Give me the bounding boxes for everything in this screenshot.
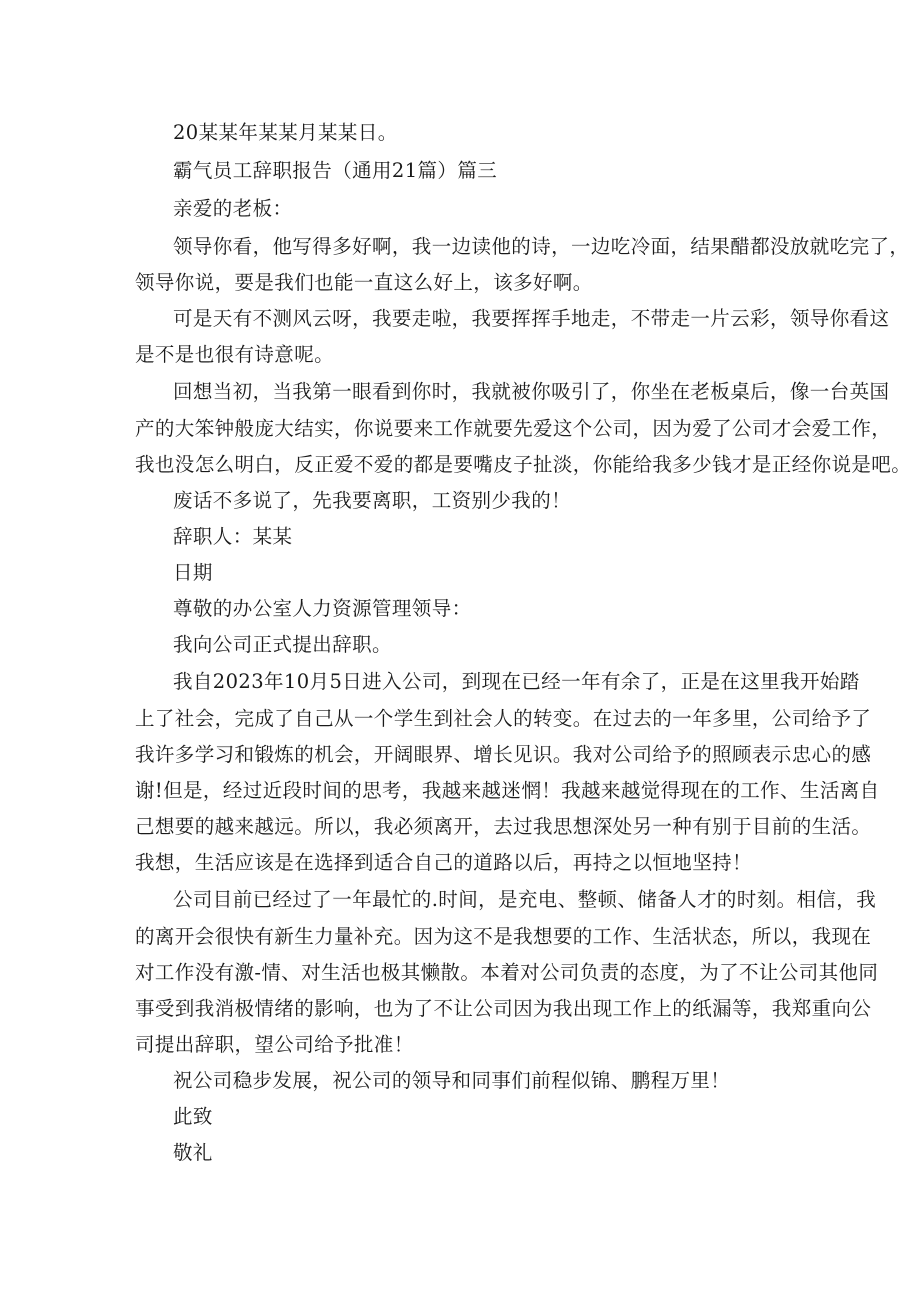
letter2-closing: 敬礼: [173, 1141, 213, 1164]
letter1-paragraph-line: 回想当初，当我第一眼看到你时，我就被你吸引了，你坐在老板桌后，像一台英国: [173, 380, 890, 403]
section-title: 霸气员工辞职报告（通用21篇）篇三: [173, 159, 498, 182]
letter2-paragraph-line: 司提出辞职，望公司给予批准！: [135, 1033, 414, 1056]
letter1-paragraph-line: 领导你看，他写得多好啊，我一边读他的诗，一边吃冷面，结果醋都没放就吃完了，: [173, 235, 910, 258]
letter1-paragraph-line: 领导你说，要是我们也能一直这么好上，该多好啊。: [135, 271, 593, 294]
letter2-paragraph-line: 己想要的越来越远。所以，我必须离开，去过我思想深处另一种有别于目前的生活。: [135, 815, 872, 838]
letter2-paragraph-line: 公司目前已经过了一年最忙的.时间，是充电、整顿、储备人才的时刻。相信，我: [173, 888, 877, 911]
letter1-paragraph-line: 可是天有不测风云呀，我要走啦，我要挥挥手地走，不带走一片云彩，领导你看这: [173, 307, 890, 330]
letter1-paragraph-line: 废话不多说了，先我要离职，工资别少我的！: [173, 489, 572, 512]
letter2-paragraph-line: 对工作没有激-情、对生活也极其懒散。本着对公司负责的态度，为了不让公司其他同: [135, 961, 879, 984]
letter1-paragraph-line: 是不是也很有诗意呢。: [135, 343, 335, 366]
letter2-paragraph-line: 祝公司稳步发展，祝公司的领导和同事们前程似锦、鹏程万里！: [173, 1069, 731, 1092]
letter2-paragraph-line: 事受到我消极情绪的影响，也为了不让公司因为我出现工作上的纸漏等，我郑重向公: [135, 997, 872, 1020]
letter1-paragraph-line: 产的大笨钟般庞大结实，你说要来工作就要先爱这个公司，因为爱了公司才会爱工作，: [135, 417, 892, 440]
date-line: 20某某年某某月某某日。: [173, 121, 398, 144]
letter2-salutation: 尊敬的办公室人力资源管理领导：: [173, 597, 472, 620]
letter2-paragraph-line: 的离开会很快有新生力量补充。因为这不是我想要的工作、生活状态，所以，我现在: [135, 925, 872, 948]
letter2-paragraph-line: 我自2023年10月5日进入公司，到现在已经一年有余了，正是在这里我开始踏: [173, 670, 860, 693]
letter1-signer: 辞职人：某某: [173, 525, 293, 548]
letter2-paragraph-line: 我许多学习和锻炼的机会，开阔眼界、增长见识。我对公司给予的照顾表示忠心的感: [135, 743, 872, 766]
letter2-paragraph-line: 我想，生活应该是在选择到适合自己的道路以后，再持之以恒地坚持！: [135, 851, 752, 874]
letter2-closing: 此致: [173, 1105, 213, 1128]
letter2-paragraph-line: 上了社会，完成了自己从一个学生到社会人的转变。在过去的一年多里，公司给予了: [135, 707, 872, 730]
letter1-date-label: 日期: [173, 561, 213, 584]
letter2-paragraph-line: 我向公司正式提出辞职。: [173, 633, 392, 656]
letter2-paragraph-line: 谢!但是，经过近段时间的思考，我越来越迷惘！我越来越觉得现在的工作、生活离自: [135, 779, 880, 802]
letter1-salutation: 亲爱的老板：: [173, 197, 293, 220]
letter1-paragraph-line: 我也没怎么明白，反正爱不爱的都是要嘴皮子扯淡，你能给我多少钱才是正经你说是吧。: [135, 453, 912, 476]
